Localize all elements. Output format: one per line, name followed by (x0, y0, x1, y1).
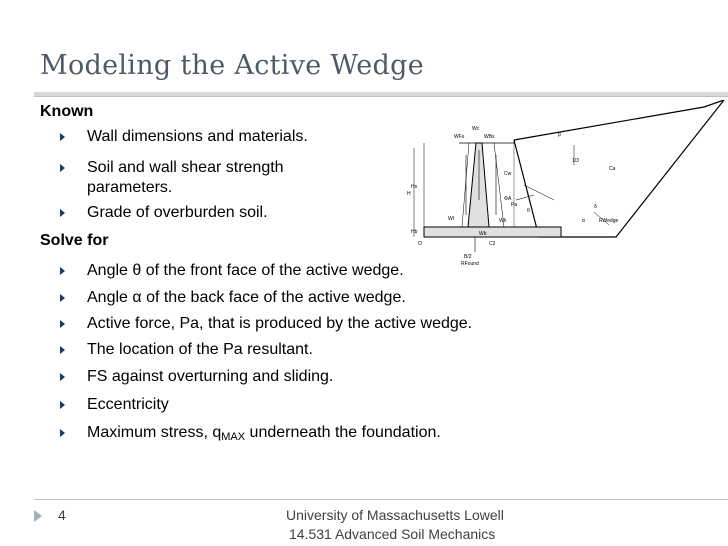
slide-number-marker-icon (34, 510, 42, 522)
wall-footing (424, 227, 561, 237)
bullet-arrow-icon (60, 133, 65, 141)
svg-text:Hs: Hs (411, 184, 418, 190)
svg-text:C2: C2 (489, 241, 496, 247)
title-divider-line (34, 96, 728, 97)
svg-text:β: β (558, 132, 561, 138)
svg-text:H: H (407, 191, 411, 197)
svg-text:RFound: RFound (461, 261, 479, 267)
svg-text:Wt: Wt (448, 216, 455, 222)
svg-text:Wh: Wh (499, 218, 507, 224)
bullet-arrow-icon (60, 401, 65, 409)
footer-course: 14.531 Advanced Soil Mechanics (289, 526, 496, 542)
svg-text:B/2: B/2 (464, 254, 472, 260)
bullet-arrow-icon (60, 373, 65, 381)
svg-text:1/3: 1/3 (572, 158, 579, 164)
svg-text:Pa: Pa (511, 202, 518, 208)
bullet-arrow-icon (60, 429, 65, 437)
svg-text:WFs: WFs (454, 134, 465, 140)
slide-number: 4 (58, 507, 66, 523)
svg-text:RWedge: RWedge (599, 218, 619, 224)
solve-heading: Solve for (40, 232, 109, 249)
bullet-arrow-icon (60, 294, 65, 302)
svg-text:Wc: Wc (472, 126, 480, 132)
wall-stem (468, 143, 489, 227)
bullet-arrow-icon (60, 320, 65, 328)
bullet-arrow-icon (60, 267, 65, 275)
active-wedge-diagram (404, 100, 728, 284)
bullet-arrow-icon (60, 164, 65, 172)
svg-text:Wb: Wb (479, 231, 487, 237)
bullet-arrow-icon (60, 209, 65, 217)
wedge-back-face (514, 140, 539, 237)
svg-text:θ: θ (527, 208, 530, 214)
svg-text:Ca: Ca (609, 166, 616, 172)
svg-text:α: α (582, 218, 585, 224)
svg-text:Hb: Hb (411, 229, 418, 235)
known-heading: Known (40, 103, 94, 120)
svg-text:δ: δ (594, 204, 597, 210)
footer-university: University of Massachusetts Lowell (286, 507, 504, 523)
wedge-outline (514, 100, 724, 237)
svg-text:WBs: WBs (484, 134, 495, 140)
svg-text:Cw: Cw (504, 171, 512, 177)
svg-text:O: O (418, 241, 422, 247)
footer-divider (34, 499, 728, 500)
svg-text:ΦA: ΦA (504, 196, 512, 202)
bullet-arrow-icon (60, 346, 65, 354)
slide-title: Modeling the Active Wedge (40, 50, 424, 81)
